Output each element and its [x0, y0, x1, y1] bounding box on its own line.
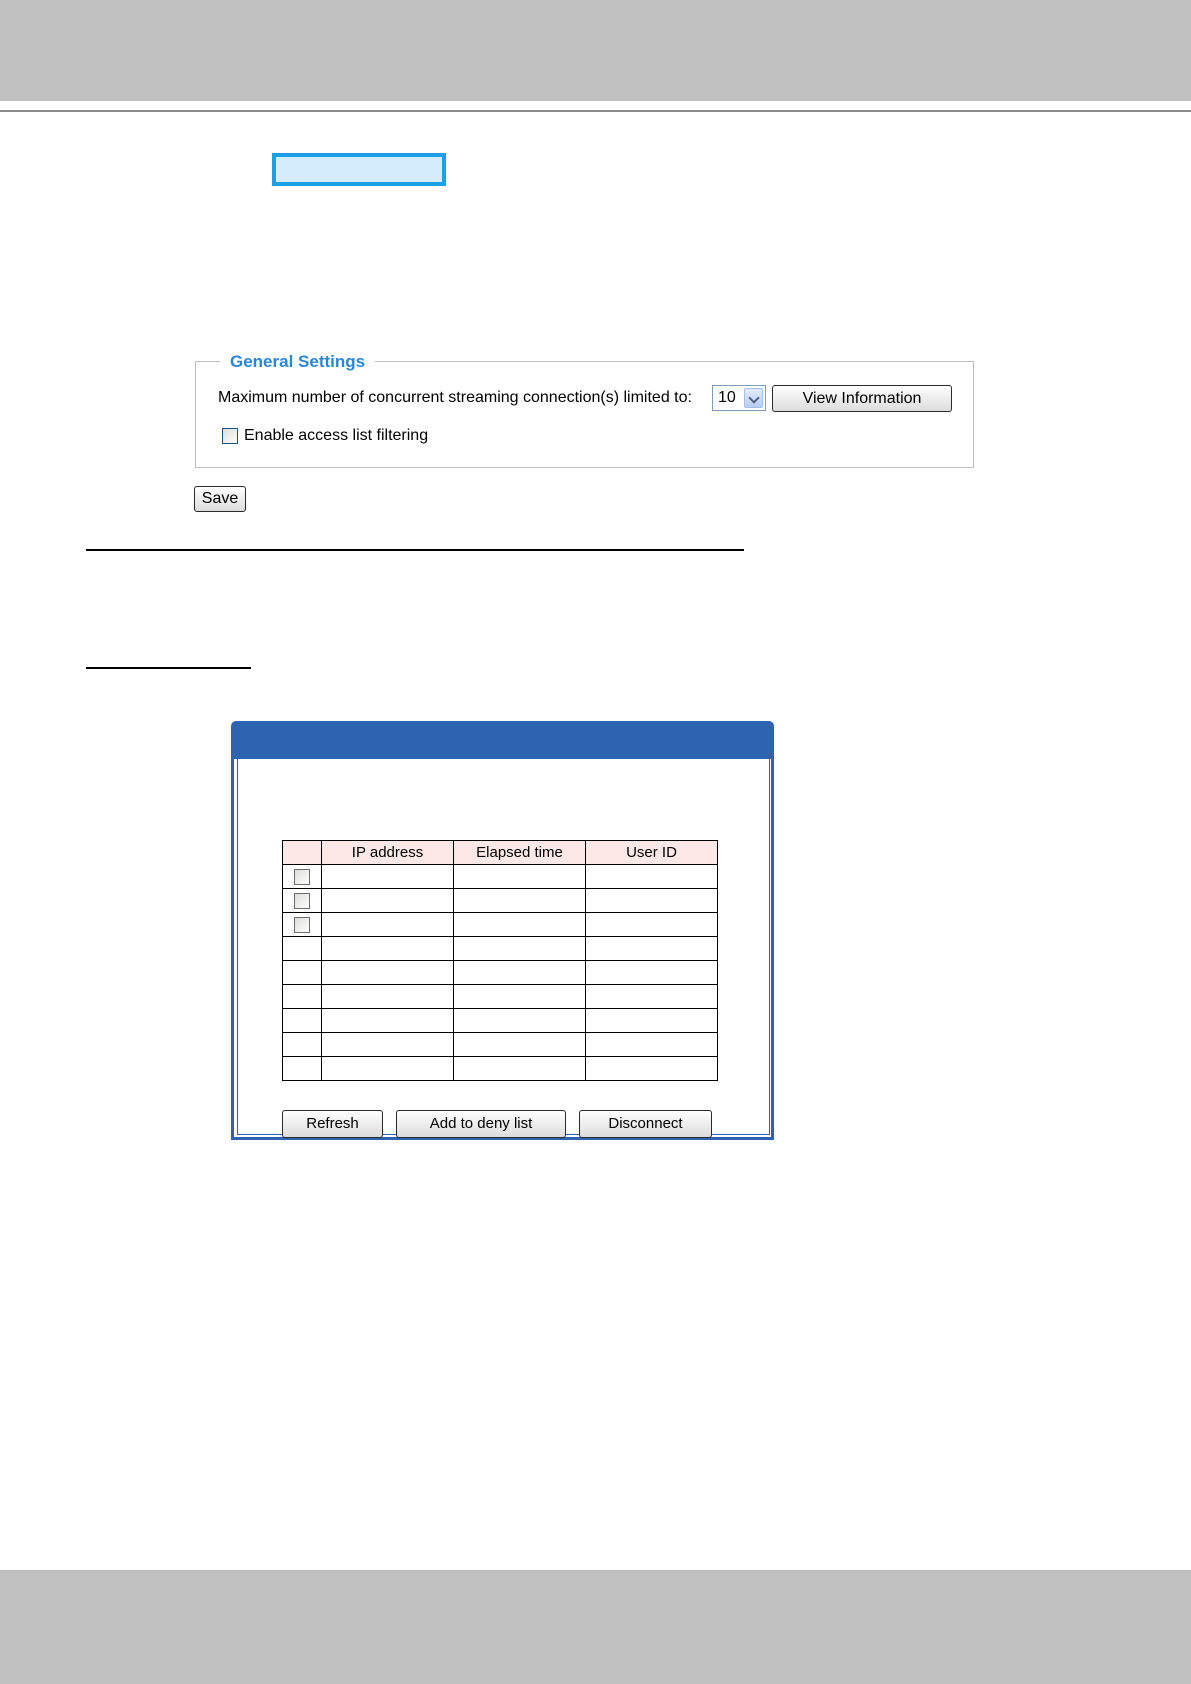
- header-divider: [0, 110, 1191, 112]
- column-header-user-id: User ID: [586, 841, 718, 865]
- elapsed-time-cell: [454, 865, 586, 889]
- select-cell: [283, 889, 322, 913]
- ip-address-cell: [322, 937, 454, 961]
- window-title-bar[interactable]: [231, 721, 774, 759]
- table-row: [283, 1057, 718, 1081]
- elapsed-time-cell: [454, 937, 586, 961]
- connection-limit-select[interactable]: [712, 385, 766, 411]
- elapsed-time-cell: [454, 1033, 586, 1057]
- add-to-deny-list-button[interactable]: Add to deny list: [396, 1110, 566, 1138]
- view-information-button[interactable]: View Information: [772, 385, 952, 412]
- access-list-filter-checkbox[interactable]: [222, 428, 238, 444]
- user-id-cell: [586, 937, 718, 961]
- chevron-down-icon[interactable]: [744, 388, 763, 408]
- user-id-cell: [586, 913, 718, 937]
- select-cell: [283, 913, 322, 937]
- elapsed-time-cell: [454, 985, 586, 1009]
- column-header-elapsed-time: Elapsed time: [454, 841, 586, 865]
- elapsed-time-cell: [454, 889, 586, 913]
- user-id-cell: [586, 865, 718, 889]
- refresh-button[interactable]: Refresh: [282, 1110, 383, 1138]
- section-underline: [86, 549, 744, 551]
- ip-address-cell: [322, 961, 454, 985]
- general-settings-legend: General Settings: [220, 351, 375, 373]
- table-row: [283, 865, 718, 889]
- highlighted-menu-item: [272, 153, 446, 186]
- select-cell: [283, 937, 322, 961]
- user-id-cell: [586, 961, 718, 985]
- column-header-select: [283, 841, 322, 865]
- table-row: [283, 1033, 718, 1057]
- elapsed-time-cell: [454, 1009, 586, 1033]
- row-select-checkbox[interactable]: [294, 869, 310, 885]
- table-row: [283, 913, 718, 937]
- page-header-band: [0, 0, 1191, 101]
- ip-address-cell: [322, 889, 454, 913]
- ip-address-cell: [322, 913, 454, 937]
- column-header-ip-address: IP address: [322, 841, 454, 865]
- save-button[interactable]: Save: [194, 486, 246, 512]
- ip-address-cell: [322, 865, 454, 889]
- connection-limit-value: 10: [718, 389, 736, 406]
- elapsed-time-cell: [454, 961, 586, 985]
- select-cell: [283, 1057, 322, 1081]
- select-cell: [283, 1009, 322, 1033]
- ip-address-cell: [322, 1057, 454, 1081]
- select-cell: [283, 1033, 322, 1057]
- access-list-filter-label: Enable access list filtering: [244, 427, 429, 444]
- ip-address-cell: [322, 985, 454, 1009]
- user-id-cell: [586, 1057, 718, 1081]
- row-select-checkbox[interactable]: [294, 893, 310, 909]
- row-select-checkbox[interactable]: [294, 917, 310, 933]
- elapsed-time-cell: [454, 913, 586, 937]
- table-row: [283, 1009, 718, 1033]
- table-row: [283, 985, 718, 1009]
- page-footer-band: [0, 1570, 1191, 1684]
- ip-address-cell: [322, 1033, 454, 1057]
- window-body: [231, 759, 774, 1140]
- connection-limit-label: Maximum number of concurrent streaming connection(s) limited to:: [218, 389, 692, 406]
- user-id-cell: [586, 889, 718, 913]
- select-cell: [283, 865, 322, 889]
- user-id-cell: [586, 1009, 718, 1033]
- user-id-cell: [586, 1033, 718, 1057]
- select-cell: [283, 985, 322, 1009]
- table-row: [283, 889, 718, 913]
- subsection-underline: [86, 667, 251, 669]
- table-row: [283, 961, 718, 985]
- select-cell: [283, 961, 322, 985]
- disconnect-button[interactable]: Disconnect: [579, 1110, 712, 1138]
- ip-address-cell: [322, 1009, 454, 1033]
- elapsed-time-cell: [454, 1057, 586, 1081]
- table-header-row: [283, 841, 718, 865]
- general-settings-fieldset: [195, 361, 974, 468]
- table-row: [283, 937, 718, 961]
- connection-status-window: [231, 721, 774, 1140]
- user-id-cell: [586, 985, 718, 1009]
- connection-table: [282, 840, 718, 1081]
